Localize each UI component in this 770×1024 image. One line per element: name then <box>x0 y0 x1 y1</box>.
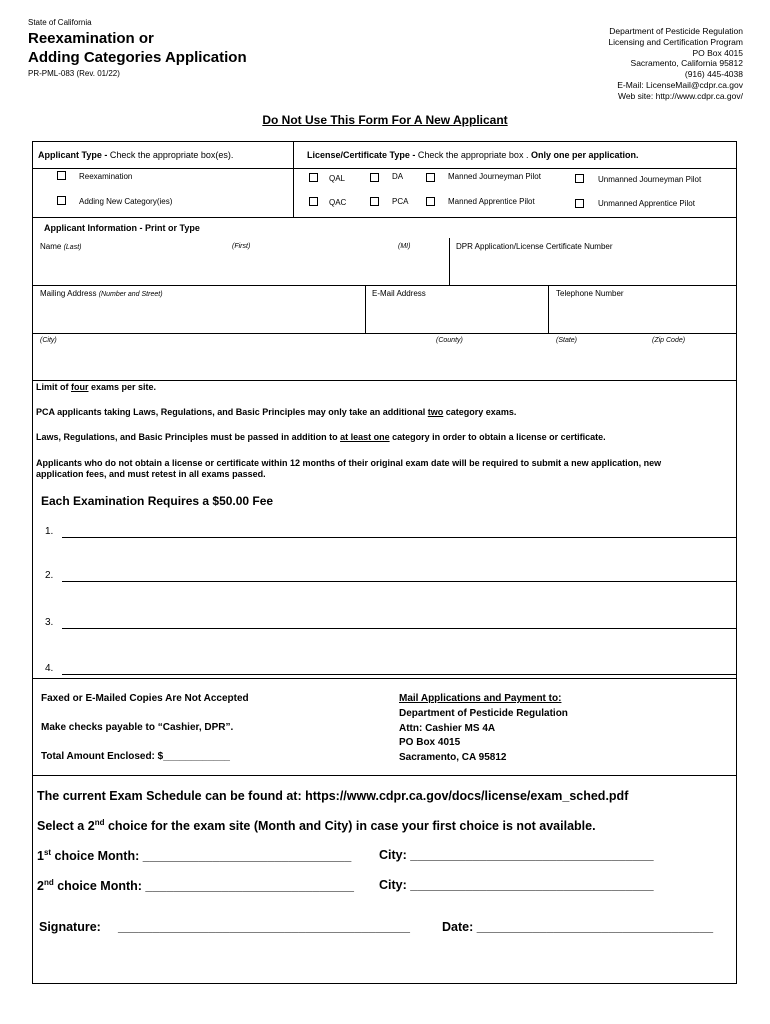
new-applicant-warning: Do Not Use This Form For A New Applicant <box>262 113 508 127</box>
manned-apprentice-checkbox[interactable] <box>426 197 435 206</box>
dpr-number-input[interactable] <box>452 252 734 282</box>
exam-number-2: 2. <box>45 570 54 581</box>
city-state-zip-input[interactable] <box>34 347 734 377</box>
second-choice-city-field[interactable]: City: ___________________________________ <box>379 878 654 892</box>
first-choice-b: choice Month: ______________________________ <box>51 849 352 864</box>
program-name: Licensing and Certification Program <box>608 36 743 47</box>
department-address <box>608 26 743 102</box>
divider <box>548 285 549 333</box>
mi-hint: (MI) <box>398 243 411 250</box>
divider <box>32 168 737 169</box>
last-name-hint: (Last) <box>63 244 82 251</box>
form-code: PR-PML-083 (Rev. 01/22) <box>28 69 120 78</box>
divider <box>32 217 737 218</box>
mailing-address-input[interactable] <box>34 300 362 330</box>
unmanned-journeyman-checkbox[interactable] <box>575 174 584 183</box>
exam-number-3: 3. <box>45 617 54 628</box>
name-input[interactable] <box>34 252 444 282</box>
zip-hint: (Zip Code) <box>652 337 686 344</box>
checks-payable-note: Make checks payable to “Cashier, DPR”. <box>41 722 234 733</box>
reexamination-label: Reexamination <box>79 172 133 181</box>
telephone-input[interactable] <box>551 300 734 330</box>
second2-choice-sup: nd <box>43 878 54 887</box>
exam-line-4[interactable] <box>62 674 736 675</box>
mailing-address-label <box>40 289 163 298</box>
county-hint: (County) <box>436 337 463 344</box>
exam-line-2[interactable] <box>62 581 736 582</box>
exam-number-1: 1. <box>45 526 54 537</box>
mail-line-1: Department of Pesticide Regulation <box>399 708 568 719</box>
qac-checkbox[interactable] <box>309 197 318 206</box>
phone: (916) 445-4038 <box>684 69 743 80</box>
second-choice-b: choice for the exam site (Month and City) in case your first choice is not available. <box>104 819 596 834</box>
divider <box>32 775 737 776</box>
exam-line-3[interactable] <box>62 628 736 629</box>
exam-limit-note <box>36 382 726 393</box>
second2-choice-b: choice Month: ______________________________ <box>53 879 354 894</box>
title-line2: Adding Categories Application <box>28 49 247 66</box>
total-amount-field[interactable]: Total Amount Enclosed: $____________ <box>41 751 230 762</box>
note3-a: Laws, Regulations, and Basic Principles must be passed in addition to <box>36 432 341 442</box>
note1-b: exams per site. <box>88 382 157 392</box>
first-choice-month-field[interactable] <box>37 848 351 863</box>
da-checkbox[interactable] <box>370 173 379 182</box>
title-line1: Reexamination or <box>28 30 154 47</box>
qal-label: QAL <box>329 174 346 183</box>
exam-schedule-line: The current Exam Schedule can be found at: https://www.cdpr.ca.gov/docs/license/exam_sched.pdf <box>37 789 629 803</box>
mailing-hint: (Number and Street) <box>98 291 163 298</box>
divider <box>32 285 737 286</box>
applicant-info-heading: Applicant Information - Print or Type <box>44 223 200 233</box>
mail-line-2: Attn: Cashier MS 4A <box>399 722 496 734</box>
second-choice-sup: nd <box>94 818 105 827</box>
reexamination-checkbox[interactable] <box>57 171 66 180</box>
unmanned-journeyman-label: Unmanned Journeyman Pilot <box>598 175 702 184</box>
pca-checkbox[interactable] <box>370 197 379 206</box>
da-label: DA <box>392 172 404 181</box>
manned-journeyman-label: Manned Journeyman Pilot <box>448 172 541 181</box>
unmanned-apprentice-label: Unmanned Apprentice Pilot <box>598 199 695 208</box>
adding-category-checkbox[interactable] <box>57 196 66 205</box>
second2-choice-a: 2 <box>37 879 44 894</box>
retest-note: Applicants who do not obtain a license or certificate within 12 months of their original exam date will be required to submit a new application, new application fees, and must retest in all exams passed. <box>36 458 662 479</box>
adding-category-label: Adding New Category(ies) <box>79 197 173 206</box>
exam-line-1[interactable] <box>62 537 736 538</box>
pca-note <box>36 407 726 418</box>
first-choice-city-field[interactable]: City: ___________________________________ <box>379 848 654 862</box>
divider <box>449 238 450 285</box>
mail-line-3: PO Box 4015 <box>399 737 461 748</box>
mail-address <box>399 707 568 765</box>
note3-u: at least one <box>340 432 390 442</box>
dpr-number-label: DPR Application/License Certificate Number <box>456 242 613 251</box>
note2-a: PCA applicants taking Laws, Regulations, and Basic Principles may only take an additional <box>36 407 428 417</box>
mail-heading: Mail Applications and Payment to: <box>399 693 562 704</box>
license-type-rest: Check the appropriate box . <box>415 150 529 160</box>
manned-apprentice-label: Manned Apprentice Pilot <box>448 197 535 206</box>
form-title <box>28 29 328 67</box>
license-type-bold: License/Certificate Type - <box>307 150 416 160</box>
exam-fee-heading: Each Examination Requires a $50.00 Fee <box>41 494 274 508</box>
second-choice-month-field[interactable] <box>37 878 354 893</box>
email-line: E-Mail: LicenseMail@cdpr.ca.gov <box>617 79 743 90</box>
signature-label: Signature: <box>39 920 101 934</box>
note2-b: category exams. <box>443 407 517 417</box>
pca-label: PCA <box>392 197 409 206</box>
mailing-label: Mailing Address <box>40 289 97 298</box>
name-field-label <box>40 242 81 251</box>
exam-number-4: 4. <box>45 663 54 674</box>
note3-b: category in order to obtain a license or certificate. <box>389 432 606 442</box>
po-box: PO Box 4015 <box>692 47 743 58</box>
qal-checkbox[interactable] <box>309 173 318 182</box>
first-choice-sup: st <box>43 848 52 857</box>
website-line: Web site: http://www.cdpr.ca.gov/ <box>617 90 743 101</box>
signature-field[interactable]: __________________________________________ <box>118 920 410 934</box>
first-name-hint: (First) <box>232 243 251 250</box>
dept-name: Department of Pesticide Regulation <box>609 26 743 36</box>
telephone-label: Telephone Number <box>556 289 624 298</box>
email-input[interactable] <box>368 300 546 330</box>
note1-u: four <box>71 382 89 392</box>
email-address-label: E-Mail Address <box>372 289 426 298</box>
divider <box>32 380 737 381</box>
unmanned-apprentice-checkbox[interactable] <box>575 199 584 208</box>
applicant-type-rest: Check the appropriate box(es). <box>107 150 234 160</box>
applicant-type-bold: Applicant Type - <box>38 150 108 160</box>
laws-note <box>36 432 726 443</box>
divider <box>32 678 737 679</box>
state-label: State of California <box>28 18 92 27</box>
applicant-type-label <box>38 150 233 160</box>
city-hint: (City) <box>40 337 57 344</box>
mail-line-4: Sacramento, CA 95812 <box>399 751 507 763</box>
date-field[interactable]: Date: __________________________________ <box>442 920 714 934</box>
qac-label: QAC <box>329 198 347 207</box>
name-label: Name <box>40 242 62 251</box>
no-fax-note: Faxed or E-Mailed Copies Are Not Accepted <box>41 693 249 704</box>
note2-u: two <box>427 407 444 417</box>
state-hint: (State) <box>556 337 578 344</box>
divider <box>365 285 366 333</box>
second-choice-instruction <box>37 818 596 833</box>
license-type-only-one: Only one per application. <box>528 150 639 160</box>
divider <box>293 141 294 217</box>
note1-a: Limit of <box>36 382 71 392</box>
manned-journeyman-checkbox[interactable] <box>426 173 435 182</box>
first-choice-a: 1 <box>37 849 44 864</box>
divider <box>32 333 737 334</box>
second-choice-a: Select a 2 <box>37 819 95 834</box>
city-line: Sacramento, California 95812 <box>630 58 743 69</box>
license-type-label <box>307 150 638 160</box>
